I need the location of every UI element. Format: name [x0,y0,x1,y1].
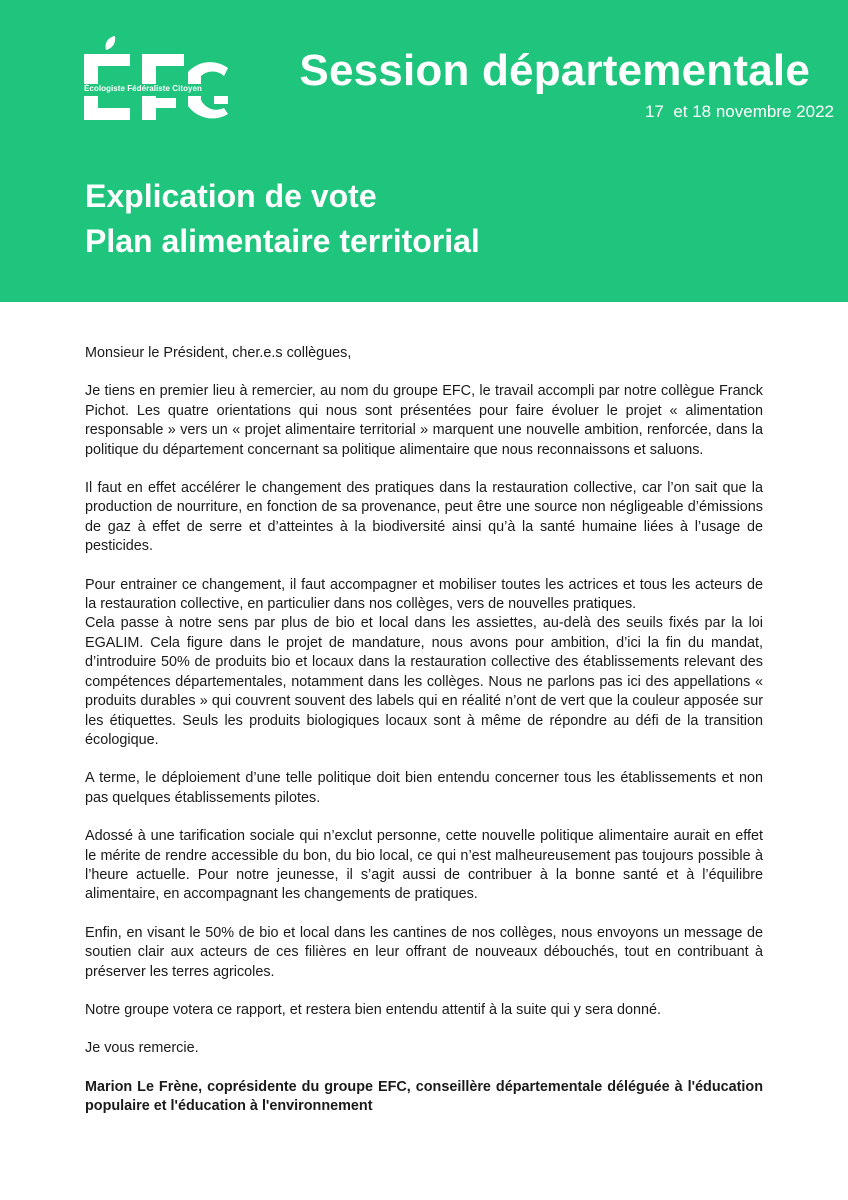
paragraph-vote: Notre groupe votera ce rapport, et restera bien entendu attentif à la suite qui y sera donné. [85,1001,661,1018]
logo-tagline: Écologiste Fédéraliste Citoyen [84,84,202,93]
speech-body [85,344,763,1117]
document-title [85,174,785,264]
closing: Je vous remercie. [85,1040,199,1057]
paragraph-support-sectors: Enfin, en visant le 50% de bio et local dans les cantines de nos collèges, nous envoyons un message de soutien clair aux acteurs de ces filières en leur offrant de nouveaux débouchés, tout en contribuant à préserver les terres agricoles. [85,924,763,980]
session-date: 17 et 18 novembre 2022 [644,102,834,121]
paragraph-bio-local: Cela passe à notre sens par plus de bio et local dans les assiettes, au-delà des seuils fixés par la loi EGALIM. Cela figure dans le projet de mandature, nous avons pour ambition, d’ici la fin du mandat, d’introduire 50% de produits bio et locaux dans la restauration collective des établissements relevant des compétences départementales, notamment dans les collèges. Nous ne parlons pas ici des appellations « produits durables » qui couvrent souvent des labels qui en réalité n’ont de vert que la couleur apposée sur les étiquettes. Seuls les produits biologiques locaux sont à même de répondre au défi de la transition écologique. [85,615,763,748]
salutation: Monsieur le Président, cher.e.s collègues, [85,345,352,361]
paragraph-thanks: Je tiens en premier lieu à remercier, au nom du groupe EFC, le travail accompli par notre collègue Franck Pichot. Les quatre orientations qui nous sont présentées pour faire évoluer le projet « alimentation responsable » vers un « projet alimentaire territorial » marquent une nouvelle ambition, renforcée, dans la politique du département concernant sa politique alimentaire que nous reconnaissons et saluons. [85,383,763,458]
paragraph-practices: Il faut en effet accélérer le changement des pratiques dans la restauration collective, car l’on sait que la production de nourriture, en fonction de sa provenance, peut être une source non négligeable d’émissions de gaz à effet de serre et d’atteintes à la biodiversité ainsi qu’à la santé humaine liées à l’usage de pesticides. [85,480,763,555]
session-title: Session départementale [299,46,810,95]
paragraph-deployment: A terme, le déploiement d’une telle politique doit bien entendu concerner tous les établissements et non pas quelques établissements pilotes. [85,770,763,806]
header-banner [0,0,848,302]
efc-logo [84,36,232,124]
signature: Marion Le Frène, coprésidente du groupe EFC, conseillère départementale déléguée à l'éducation populaire et l'éducation à l'environnement [85,1078,763,1115]
paragraph-social-pricing: Adossé à une tarification sociale qui n’exclut personne, cette nouvelle politique alimentaire aurait en effet le mérite de rendre accessible du bon, du bio local, ce qui n’est malheureusement pas toujours possible à l’heure actuelle. Pour notre jeunesse, il s’agit aussi de contribuer à la bonne santé et à l’équilibre alimentaire, en accompagnant les changements de pratiques. [85,828,763,903]
document-title-line-1: Explication de vote [85,178,377,214]
paragraph-mobilise: Pour entrainer ce changement, il faut accompagner et mobiliser toutes les actrices et tous les acteurs de la restauration collective, en particulier dans nos collèges, vers de nouvelles pratiques. [85,576,763,613]
efc-logo-mark [84,36,232,124]
document-title-line-2: Plan alimentaire territorial [85,223,480,259]
